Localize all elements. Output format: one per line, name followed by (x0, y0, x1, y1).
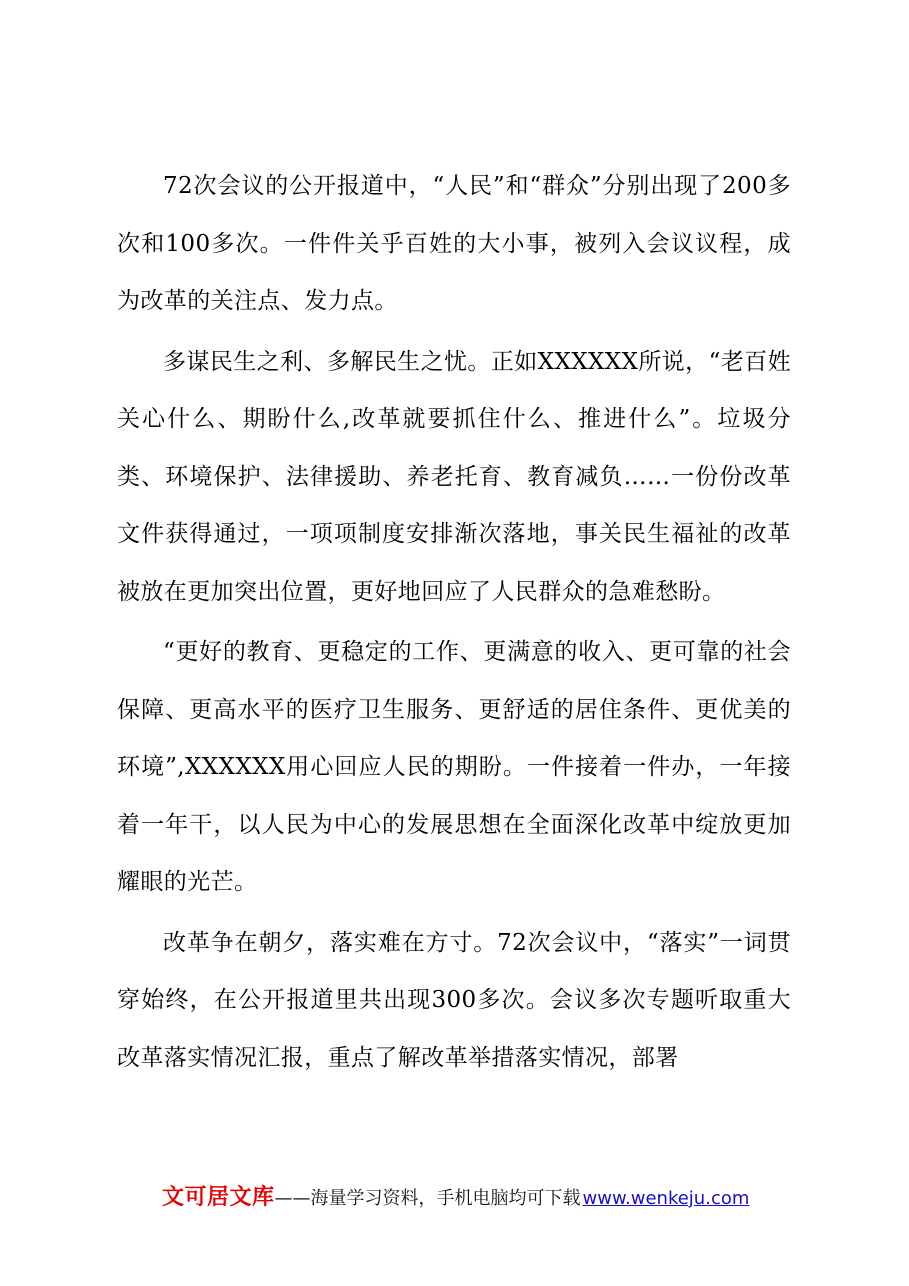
paragraph-4: 改革争在朝夕，落实难在方寸。72次会议中，“落实”一词贯穿始终，在公开报道里共出现300多次。会议多次专题听取重大改革落实情况汇报，重点了解改革举措落实情况，部署 (117, 929, 791, 1071)
paragraph-3: “更好的教育、更稳定的工作、更满意的收入、更可靠的社会保障、更高水平的医疗卫生服务、更舒适的居住条件、更优美的环境”,XXXXXX用心回应人民的期盼。一件接着一件办，一年接着一年干，以人民为中心的发展思想在全面深化改革中绽放更加耀眼的光芒。 (117, 639, 791, 895)
page-footer (162, 1180, 749, 1212)
paragraph-1: 72次会议的公开报道中，“人民”和“群众”分别出现了200多次和100多次。一件件关乎百姓的大小事，被列入会议议程，成为改革的关注点、发力点。 (117, 173, 791, 314)
paragraph-2: 多谋民生之利、多解民生之忧。正如XXXXXX所说，“老百姓关心什么、期盼什么,改革就要抓住什么、推进什么”。垃圾分类、环境保护、法律援助、养老托育、教育减负……一份份改革文件获得通过，一项项制度安排渐次落地，事关民生福祉的改革被放在更加突出位置，更好地回应了人民群众的急难愁盼。 (117, 348, 791, 605)
footer-website-link[interactable]: www.wenkeju.com (582, 1188, 750, 1209)
document-body (117, 158, 791, 1087)
footer-brand: 文可居文库 (162, 1185, 275, 1210)
footer-description: ——海量学习资料，手机电脑均可下载 (274, 1188, 581, 1209)
